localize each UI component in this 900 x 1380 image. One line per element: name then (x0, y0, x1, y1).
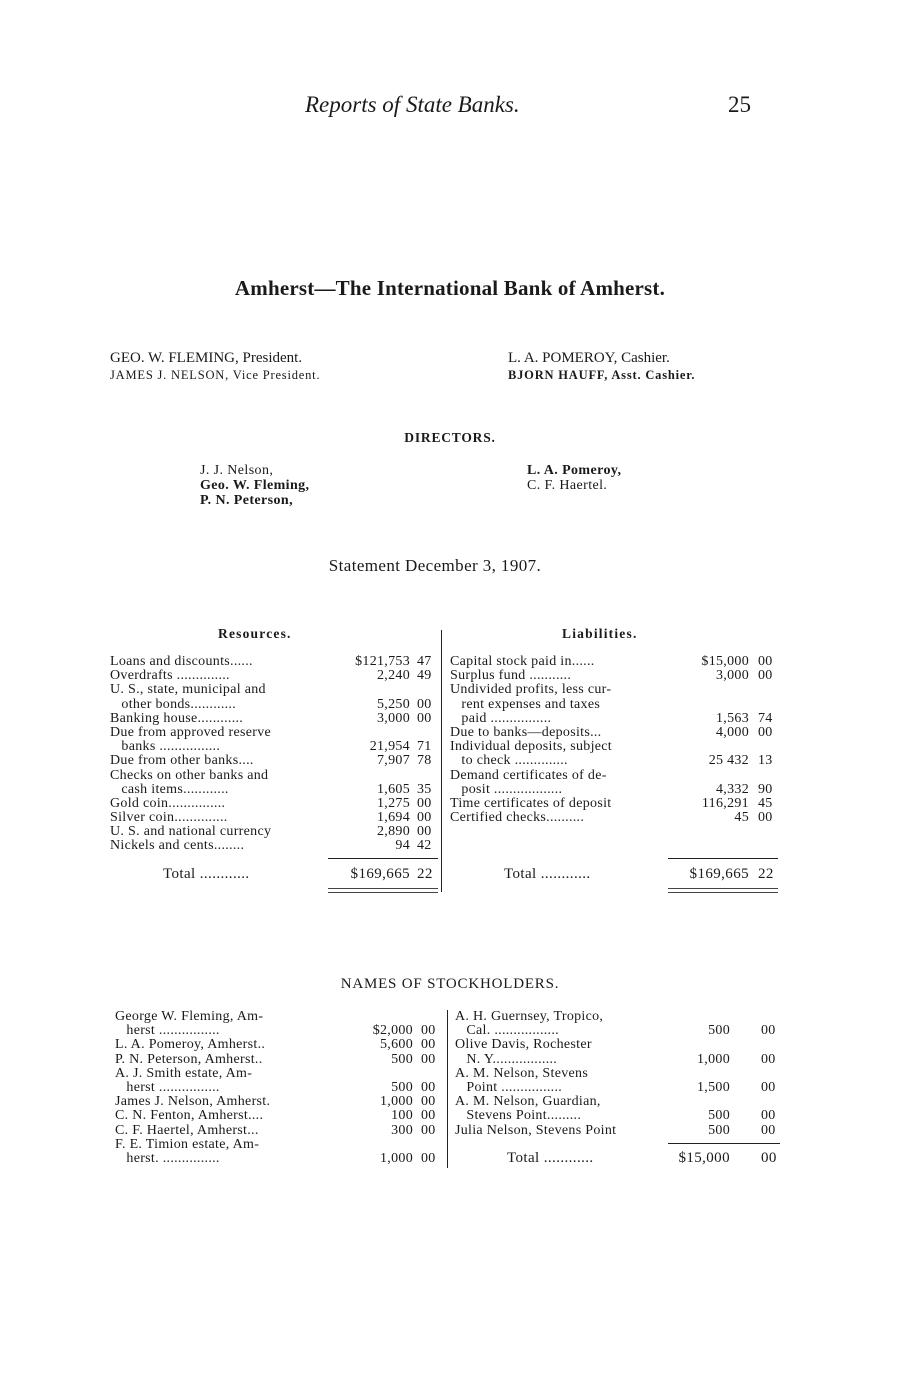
directors-heading: DIRECTORS. (404, 430, 496, 445)
table-row: Due to banks—deposits... 4,000 00 (450, 724, 773, 740)
table-row: A. M. Nelson, Stevens (455, 1065, 589, 1081)
total-dollars: $15,000 (678, 1150, 730, 1166)
table-row: Nickels and cents........ 94 42 (110, 838, 432, 854)
table-row: Certified checks.......... 45 00 (450, 810, 773, 826)
table-row: paid ................ 1,563 74 (450, 710, 773, 726)
table-row: Demand certificates of de- (450, 767, 607, 783)
table-row: banks ................ 21,954 71 (110, 739, 432, 755)
director-name: Geo. W. Fleming, (200, 478, 310, 493)
stockholders-heading: NAMES OF STOCKHOLDERS. (340, 976, 560, 992)
total-dollars: $169,665 (689, 866, 749, 882)
table-row: Loans and discounts...... $121,753 47 (110, 654, 432, 669)
table-row: other bonds............ 5,250 00 (110, 696, 432, 712)
officer-vice-president: JAMES J. NELSON, Vice President. (110, 368, 321, 382)
table-row: L. A. Pomeroy, Amherst.. 5,600 00 (115, 1037, 436, 1053)
liabilities-total-row (450, 866, 780, 884)
table-row: posit .................. 4,332 90 (450, 781, 773, 797)
liabilities-sum-rule (668, 858, 778, 859)
statement-date: Statement December 3, 1907. (328, 556, 542, 575)
total-dollars: $169,665 (350, 866, 410, 882)
table-row: herst. ............... 1,000 00 (115, 1150, 436, 1166)
table-row: Checks on other banks and (110, 767, 269, 783)
officer-cashier: L. A. POMEROY, Cashier. (508, 350, 670, 366)
table-row: U. S. and national currency 2,890 00 (110, 824, 432, 840)
table-row: rent expenses and taxes (450, 696, 601, 712)
table-row: Julia Nelson, Stevens Point 500 00 (455, 1122, 776, 1138)
resources-double-rule (328, 888, 438, 893)
table-row: to check .............. 25 432 13 (450, 753, 773, 769)
running-header-title: Reports of State Banks. (305, 92, 520, 117)
liabilities-heading: Liabilities. (562, 626, 638, 641)
resources-heading: Resources. (218, 626, 292, 641)
table-row: N. Y................. 1,000 00 (455, 1051, 776, 1067)
officer-asst-cashier: BJORN HAUFF, Asst. Cashier. (508, 368, 696, 382)
stockholders-right-table (455, 1010, 785, 1138)
table-row: Due from other banks.... 7,907 78 (110, 753, 432, 769)
table-row: Gold coin............... 1,275 00 (110, 795, 432, 811)
column-divider (441, 630, 442, 892)
table-row: Undivided profits, less cur- (450, 682, 612, 698)
stockholders-divider (447, 1010, 448, 1168)
table-row: F. E. Timion estate, Am- (115, 1136, 260, 1152)
director-name: L. A. Pomeroy, (527, 463, 622, 478)
resources-total-row (110, 866, 440, 884)
liabilities-double-rule (668, 888, 778, 893)
table-row: herst ................ 500 00 (115, 1079, 436, 1095)
total-cents: 22 (758, 866, 774, 882)
stockholders-left-table (115, 1010, 445, 1166)
resources-table (110, 655, 440, 854)
total-cents: 22 (417, 866, 433, 882)
table-row: Point ................ 1,500 00 (455, 1079, 776, 1095)
director-name: P. N. Peterson, (200, 493, 293, 508)
director-name: C. F. Haertel. (527, 478, 608, 493)
liabilities-table (450, 655, 780, 825)
table-row: Silver coin.............. 1,694 00 (110, 810, 432, 826)
table-row: Olive Davis, Rochester (455, 1037, 592, 1053)
table-row: Stevens Point......... 500 00 (455, 1108, 776, 1124)
table-row: A. M. Nelson, Guardian, (455, 1094, 601, 1110)
directors-right-list (527, 463, 621, 493)
bank-title: Amherst—The International Bank of Amherst. (234, 276, 666, 300)
total-cents: 00 (761, 1150, 777, 1166)
total-label: Total ............ (504, 866, 591, 882)
page-number: 25 (728, 92, 751, 117)
table-row: A. J. Smith estate, Am- (115, 1065, 253, 1081)
table-row: Due from approved reserve (110, 724, 272, 740)
table-row: Capital stock paid in...... $15,000 00 (450, 654, 773, 669)
officer-president: GEO. W. FLEMING, President. (110, 350, 303, 366)
table-row: Banking house............ 3,000 00 (110, 710, 432, 726)
table-row: Individual deposits, subject (450, 739, 612, 755)
table-row: U. S., state, municipal and (110, 682, 266, 698)
director-name: J. J. Nelson, (200, 463, 274, 478)
table-row: P. N. Peterson, Amherst.. 500 00 (115, 1051, 436, 1067)
stockholders-sum-rule (668, 1143, 780, 1144)
total-label: Total ............ (507, 1150, 594, 1166)
table-row: Time certificates of deposit 116,291 45 (450, 795, 773, 811)
table-row: herst ................ $2,000 00 (115, 1023, 436, 1039)
table-row: George W. Fleming, Am- (115, 1009, 264, 1024)
stockholders-total-row (455, 1150, 785, 1168)
table-row: Overdrafts .............. 2,240 49 (110, 668, 432, 684)
table-row: Cal. ................. 500 00 (455, 1023, 776, 1039)
table-row: James J. Nelson, Amherst. 1,000 00 (115, 1094, 436, 1110)
directors-left-list (200, 463, 309, 508)
table-row: C. F. Haertel, Amherst... 300 00 (115, 1122, 436, 1138)
table-row: C. N. Fenton, Amherst.... 100 00 (115, 1108, 436, 1124)
table-row: Surplus fund ........... 3,000 00 (450, 668, 773, 684)
total-label: Total ............ (163, 866, 250, 882)
table-row: A. H. Guernsey, Tropico, (455, 1009, 604, 1024)
resources-sum-rule (328, 858, 438, 859)
table-row: cash items............ 1,605 35 (110, 781, 432, 797)
